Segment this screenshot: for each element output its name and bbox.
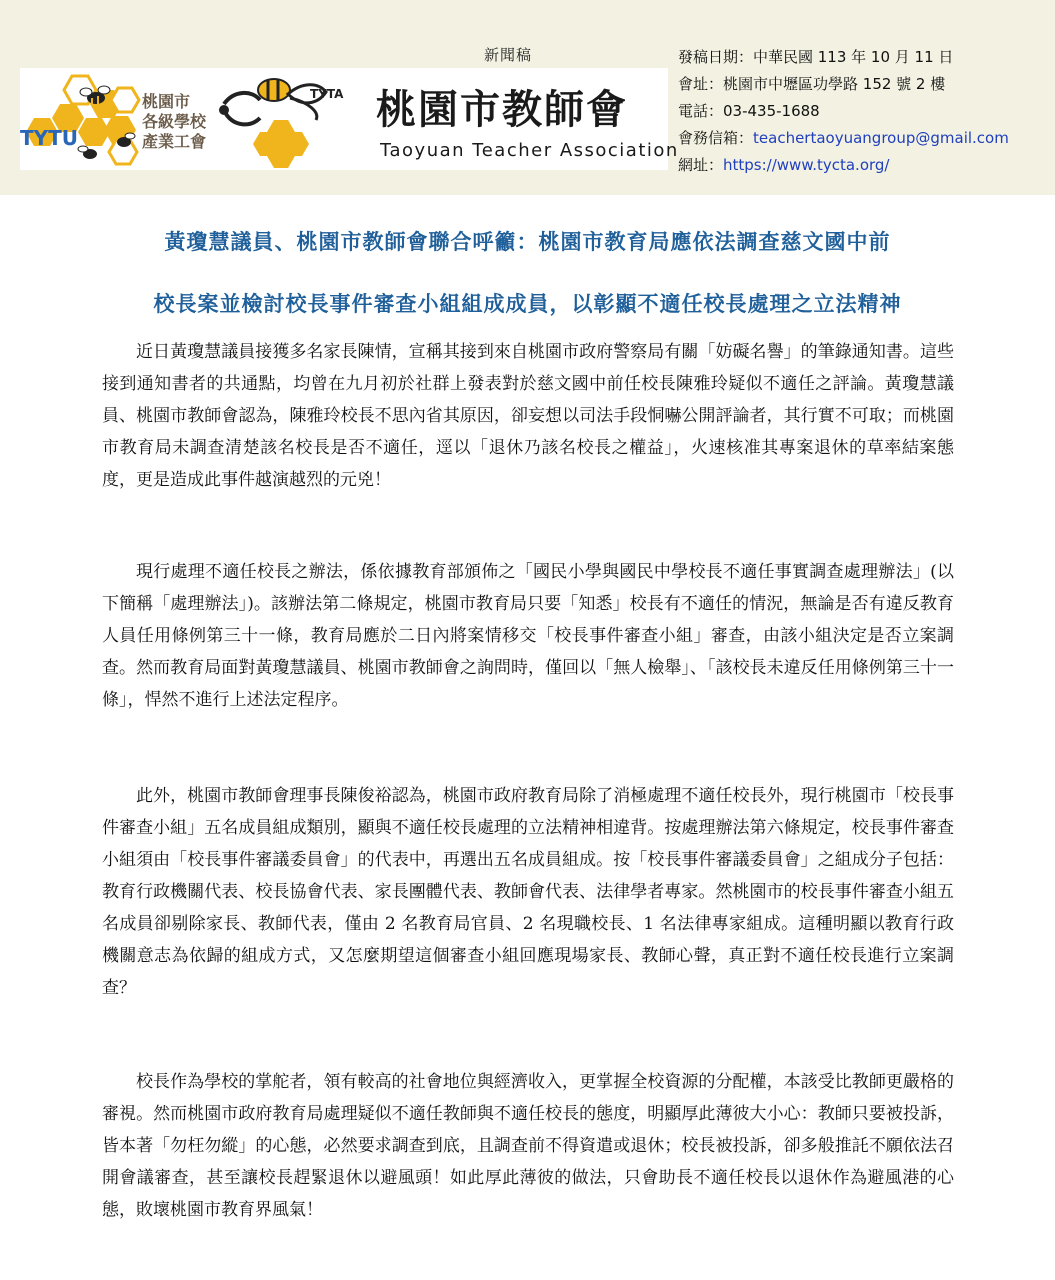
email-link[interactable]: teachertaoyuangroup@gmail.com bbox=[753, 129, 1009, 147]
tyta-logo-text: TYTA bbox=[310, 87, 344, 101]
association-name-zh: 桃園市教師會 bbox=[376, 87, 628, 133]
website-label: 網址： bbox=[678, 156, 724, 174]
body-paragraph: 校長作為學校的掌舵者，領有較高的社會地位與經濟收入，更掌握全校資源的分配權，本該受比教師更嚴格的審視。然而桃園市政府教育局處理疑似不適任教師與不適任校長的態度，明顯厚此薄彼大小心：教師只要被投訴，皆本著「勿枉勿縱」的心態，必然要求調查到底，且調查前不得資遣或退休；校長被投訴，卻多般推託不願依法召開會議審查，甚至讓校長趕緊退休以避風頭！如此厚此薄彼的做法，只會助長不適任校長以退休作為避風港的心態，敗壞桃園市教育界風氣！ bbox=[102, 1072, 954, 1220]
headline-line-2: 校長案並檢討校長事件審查小組組成成員，以彰顯不適任校長處理之立法精神 bbox=[153, 292, 902, 316]
tytu-logo-text: TYTU bbox=[20, 126, 79, 150]
headline-line-1: 黃瓊慧議員、桃園市教師會聯合呼籲：桃園市教育局應依法調查慈文國中前 bbox=[164, 230, 891, 254]
union-name-line: 桃園市 bbox=[142, 92, 191, 111]
union-name bbox=[142, 92, 224, 152]
body-paragraph: 現行處理不適任校長之辦法，係依據教育部頒佈之「國民小學與國民中學校長不適任事實調查處理辦法」(以下簡稱「處理辦法」)。該辦法第二條規定，桃園市教育局只要「知悉」校長有不適任的情況，無論是否有違反教育人員任用條例第三十一條，教育局應於二日內將案情移交「校長事件審查小組」審查，由該小組決定是否立案調查。然而教育局面對黃瓊慧議員、桃園市教師會之詢問時，僅回以「無人檢舉」、「該校長未違反任用條例第三十一條」，悍然不進行上述法定程序。 bbox=[102, 562, 954, 710]
website-row bbox=[678, 152, 1048, 179]
phone-number: 電話：03-435-1688 bbox=[678, 102, 820, 120]
email-label: 會務信箱： bbox=[678, 129, 754, 147]
tyta-honeycomb-icon bbox=[253, 120, 309, 168]
press-release-label: 新聞稿 bbox=[484, 46, 533, 64]
release-date: 發稿日期：中華民國 113 年 10 月 11 日 bbox=[678, 48, 954, 66]
bee-icon bbox=[78, 146, 97, 159]
body-paragraph: 此外，桃園市教師會理事長陳俊裕認為，桃園市政府教育局除了消極處理不適任校長外，現行桃園市「校長事件審查小組」五名成員組成類別，顯與不適任校長處理的立法精神相違背。按處理辦法第六條規定，校長事件審查小組須由「校長事件審議委員會」的代表中，再選出五名成員組成。按「校長事件審議委員會」之組成分子包括：教育行政機關代表、校長協會代表、家長團體代表、教師會代表、法律學者專家。然桃園市的校長事件審查小組五名成員卻剔除家長、教師代表，僅由 2 名教育局官員、2 名現職校長、1 名法律專家組成。這種明顯以教育行政機關意志為依歸的組成方式，又怎麼期望這個審查小組回應現場家長、教師心聲，真正對不適任校長進行立案調查？ bbox=[102, 786, 954, 998]
body-paragraph: 近日黃瓊慧議員接獲多名家長陳情，宣稱其接到來自桃園市政府警察局有關「妨礙名譽」的筆錄通知書。這些接到通知書者的共通點，均曾在九月初於社群上發表對於慈文國中前任校長陳雅玲疑似不適任之評論。黃瓊慧議員、桃園市教師會認為，陳雅玲校長不思內省其原因，卻妄想以司法手段恫嚇公開評論者，其行實不可取；而桃園市教育局未調查清楚該名校長是否不適任，逕以「退休乃該名校長之權益」，火速核准其專案退休的草率結案態度，更是造成此事件越演越烈的元兇！ bbox=[102, 342, 954, 490]
contact-block bbox=[678, 44, 1048, 179]
office-address: 會址：桃園市中壢區功學路 152 號 2 樓 bbox=[678, 75, 946, 93]
email-row bbox=[678, 125, 1048, 152]
tyta-bee-icon bbox=[219, 79, 326, 124]
association-name-en: Taoyuan Teacher Association bbox=[380, 140, 679, 161]
union-name-line: 產業工會 bbox=[142, 132, 207, 151]
website-link[interactable]: https://www.tycta.org/ bbox=[723, 156, 890, 174]
union-name-line: 各級學校 bbox=[142, 112, 207, 131]
